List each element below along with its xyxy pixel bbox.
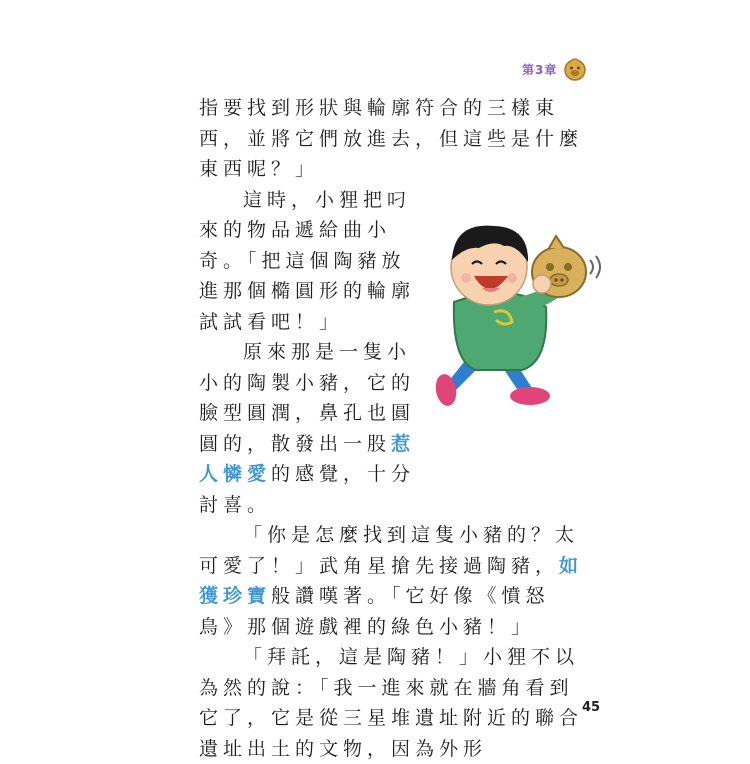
story-text	[199, 93, 584, 764]
chapter-label: 第3章	[522, 62, 558, 77]
paragraph: 「拜託，這是陶豬！」小狸不以為然的說：「我一進來就在牆角看到它了，它是從三星堆遺址附近的聯合遺址出土的文物，因為外形	[199, 646, 584, 760]
paragraph: 指要找到形狀與輪廓符合的三樣東西，並將它們放進去，但這些是什麼東西呢？」	[199, 97, 584, 180]
highlighted-idiom: 如獲珍寶	[199, 554, 584, 607]
clay-pig-icon	[562, 56, 588, 82]
highlighted-idiom: 惹人憐愛	[199, 432, 416, 485]
paragraph	[199, 520, 584, 642]
paragraph-text: 般讚嘆著。「它好像《憤怒鳥》那個遊戲裡的綠色小豬！」	[199, 585, 550, 638]
paragraph: 這時，小狸把叼來的物品遞給曲小奇。「把這個陶豬放進那個橢圓形的輪廓試試看吧！」	[199, 188, 416, 333]
chapter-header	[522, 54, 602, 84]
boy-holding-clay-pig-icon	[424, 212, 604, 417]
paragraph-text: 「你是怎麼找到這隻小豬的？太可愛了！」武角星搶先接過陶豬，	[199, 524, 580, 577]
paragraph-text: 原來那是一隻小小的陶製小豬，它的臉型圓潤，鼻孔也圓圓的，散發出一股	[199, 341, 416, 455]
page-number: 45	[582, 700, 601, 715]
paragraph-text: 的感覺，十分討喜。	[199, 463, 416, 516]
